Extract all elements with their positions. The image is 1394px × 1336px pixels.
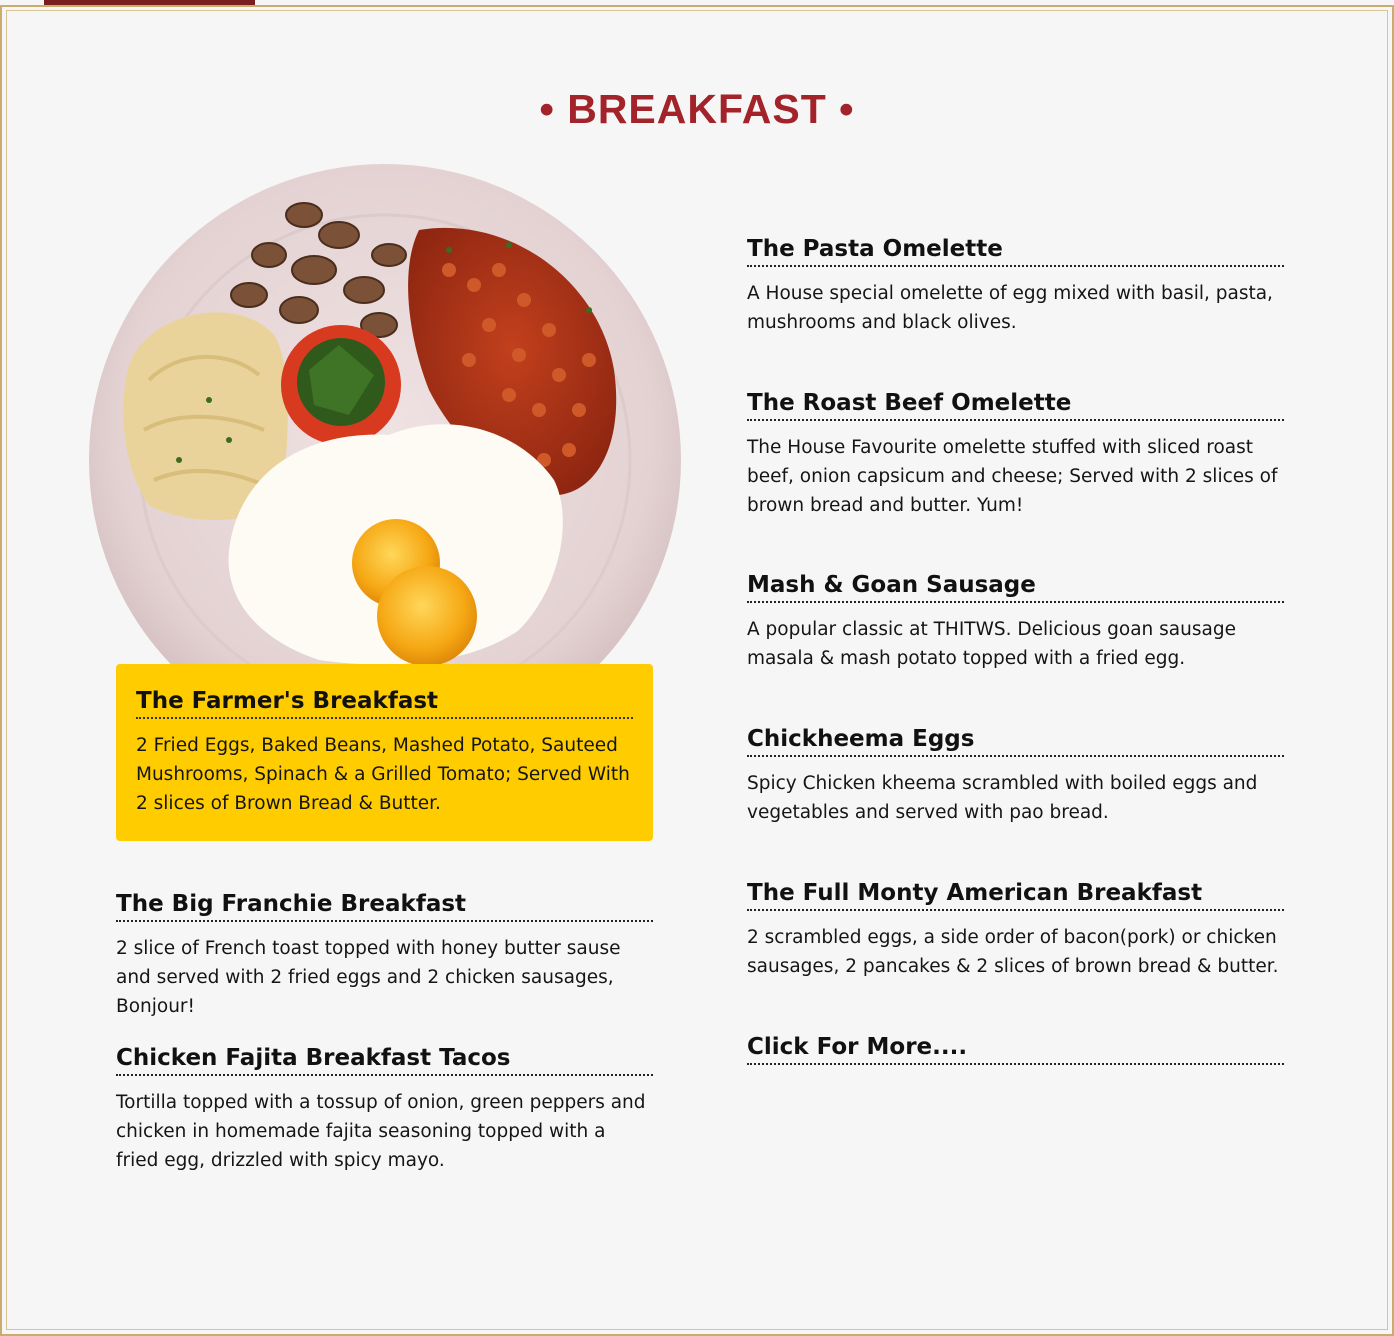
menu-item-description: Spicy Chicken kheema scrambled with boiled eggs and vegetables and served with pao bread. bbox=[747, 773, 1258, 823]
menu-item-name: The Roast Beef Omelette bbox=[747, 388, 1284, 421]
menu-item-description: A popular classic at THITWS. Delicious goan sausage masala & mash potato topped with a fried egg. bbox=[747, 619, 1236, 669]
click-for-more-link[interactable] bbox=[747, 1032, 1284, 1065]
menu-item-description: A House special omelette of egg mixed with basil, pasta, mushrooms and black olives. bbox=[747, 283, 1273, 333]
menu-item-name: Chickheema Eggs bbox=[747, 724, 1284, 757]
section-title: • BREAKFAST • bbox=[539, 86, 855, 132]
featured-item-card bbox=[116, 664, 653, 841]
click-for-more-label[interactable]: Click For More.... bbox=[747, 1032, 1284, 1065]
menu-item-description: The House Favourite omelette stuffed with sliced roast beef, onion capsicum and cheese; Served with 2 slices of brown bread and butter. Yum! bbox=[747, 437, 1278, 516]
featured-item-description: 2 Fried Eggs, Baked Beans, Mashed Potato, Sauteed Mushrooms, Spinach & a Grilled Tomato; Served With 2 slices of Brown Bread & Butter. bbox=[136, 735, 630, 814]
menu-item bbox=[747, 234, 1284, 337]
menu-item bbox=[116, 889, 653, 1021]
menu-item-description: 2 slice of French toast topped with honey butter sause and served with 2 fried eggs and 2 chicken sausages, Bonjour! bbox=[116, 938, 621, 1017]
menu-item-description: 2 scrambled eggs, a side order of bacon(pork) or chicken sausages, 2 pancakes & 2 slices of brown bread & butter. bbox=[747, 927, 1279, 977]
menu-item bbox=[747, 878, 1284, 981]
menu-item-name: The Big Franchie Breakfast bbox=[116, 889, 653, 922]
menu-item-name: The Full Monty American Breakfast bbox=[747, 878, 1284, 911]
menu-item-name: Chicken Fajita Breakfast Tacos bbox=[116, 1043, 653, 1076]
menu-item-name: Mash & Goan Sausage bbox=[747, 570, 1284, 603]
menu-item-name: The Pasta Omelette bbox=[747, 234, 1284, 267]
breakfast-plate-image bbox=[89, 160, 681, 666]
menu-item bbox=[116, 1043, 653, 1175]
menu-item bbox=[747, 570, 1284, 673]
featured-item-name: The Farmer's Breakfast bbox=[136, 686, 633, 719]
menu-item bbox=[747, 388, 1284, 520]
menu-item bbox=[747, 724, 1284, 827]
menu-item-description: Tortilla topped with a tossup of onion, green peppers and chicken in homemade fajita seasoning topped with a fried egg, drizzled with spicy mayo. bbox=[116, 1092, 646, 1171]
